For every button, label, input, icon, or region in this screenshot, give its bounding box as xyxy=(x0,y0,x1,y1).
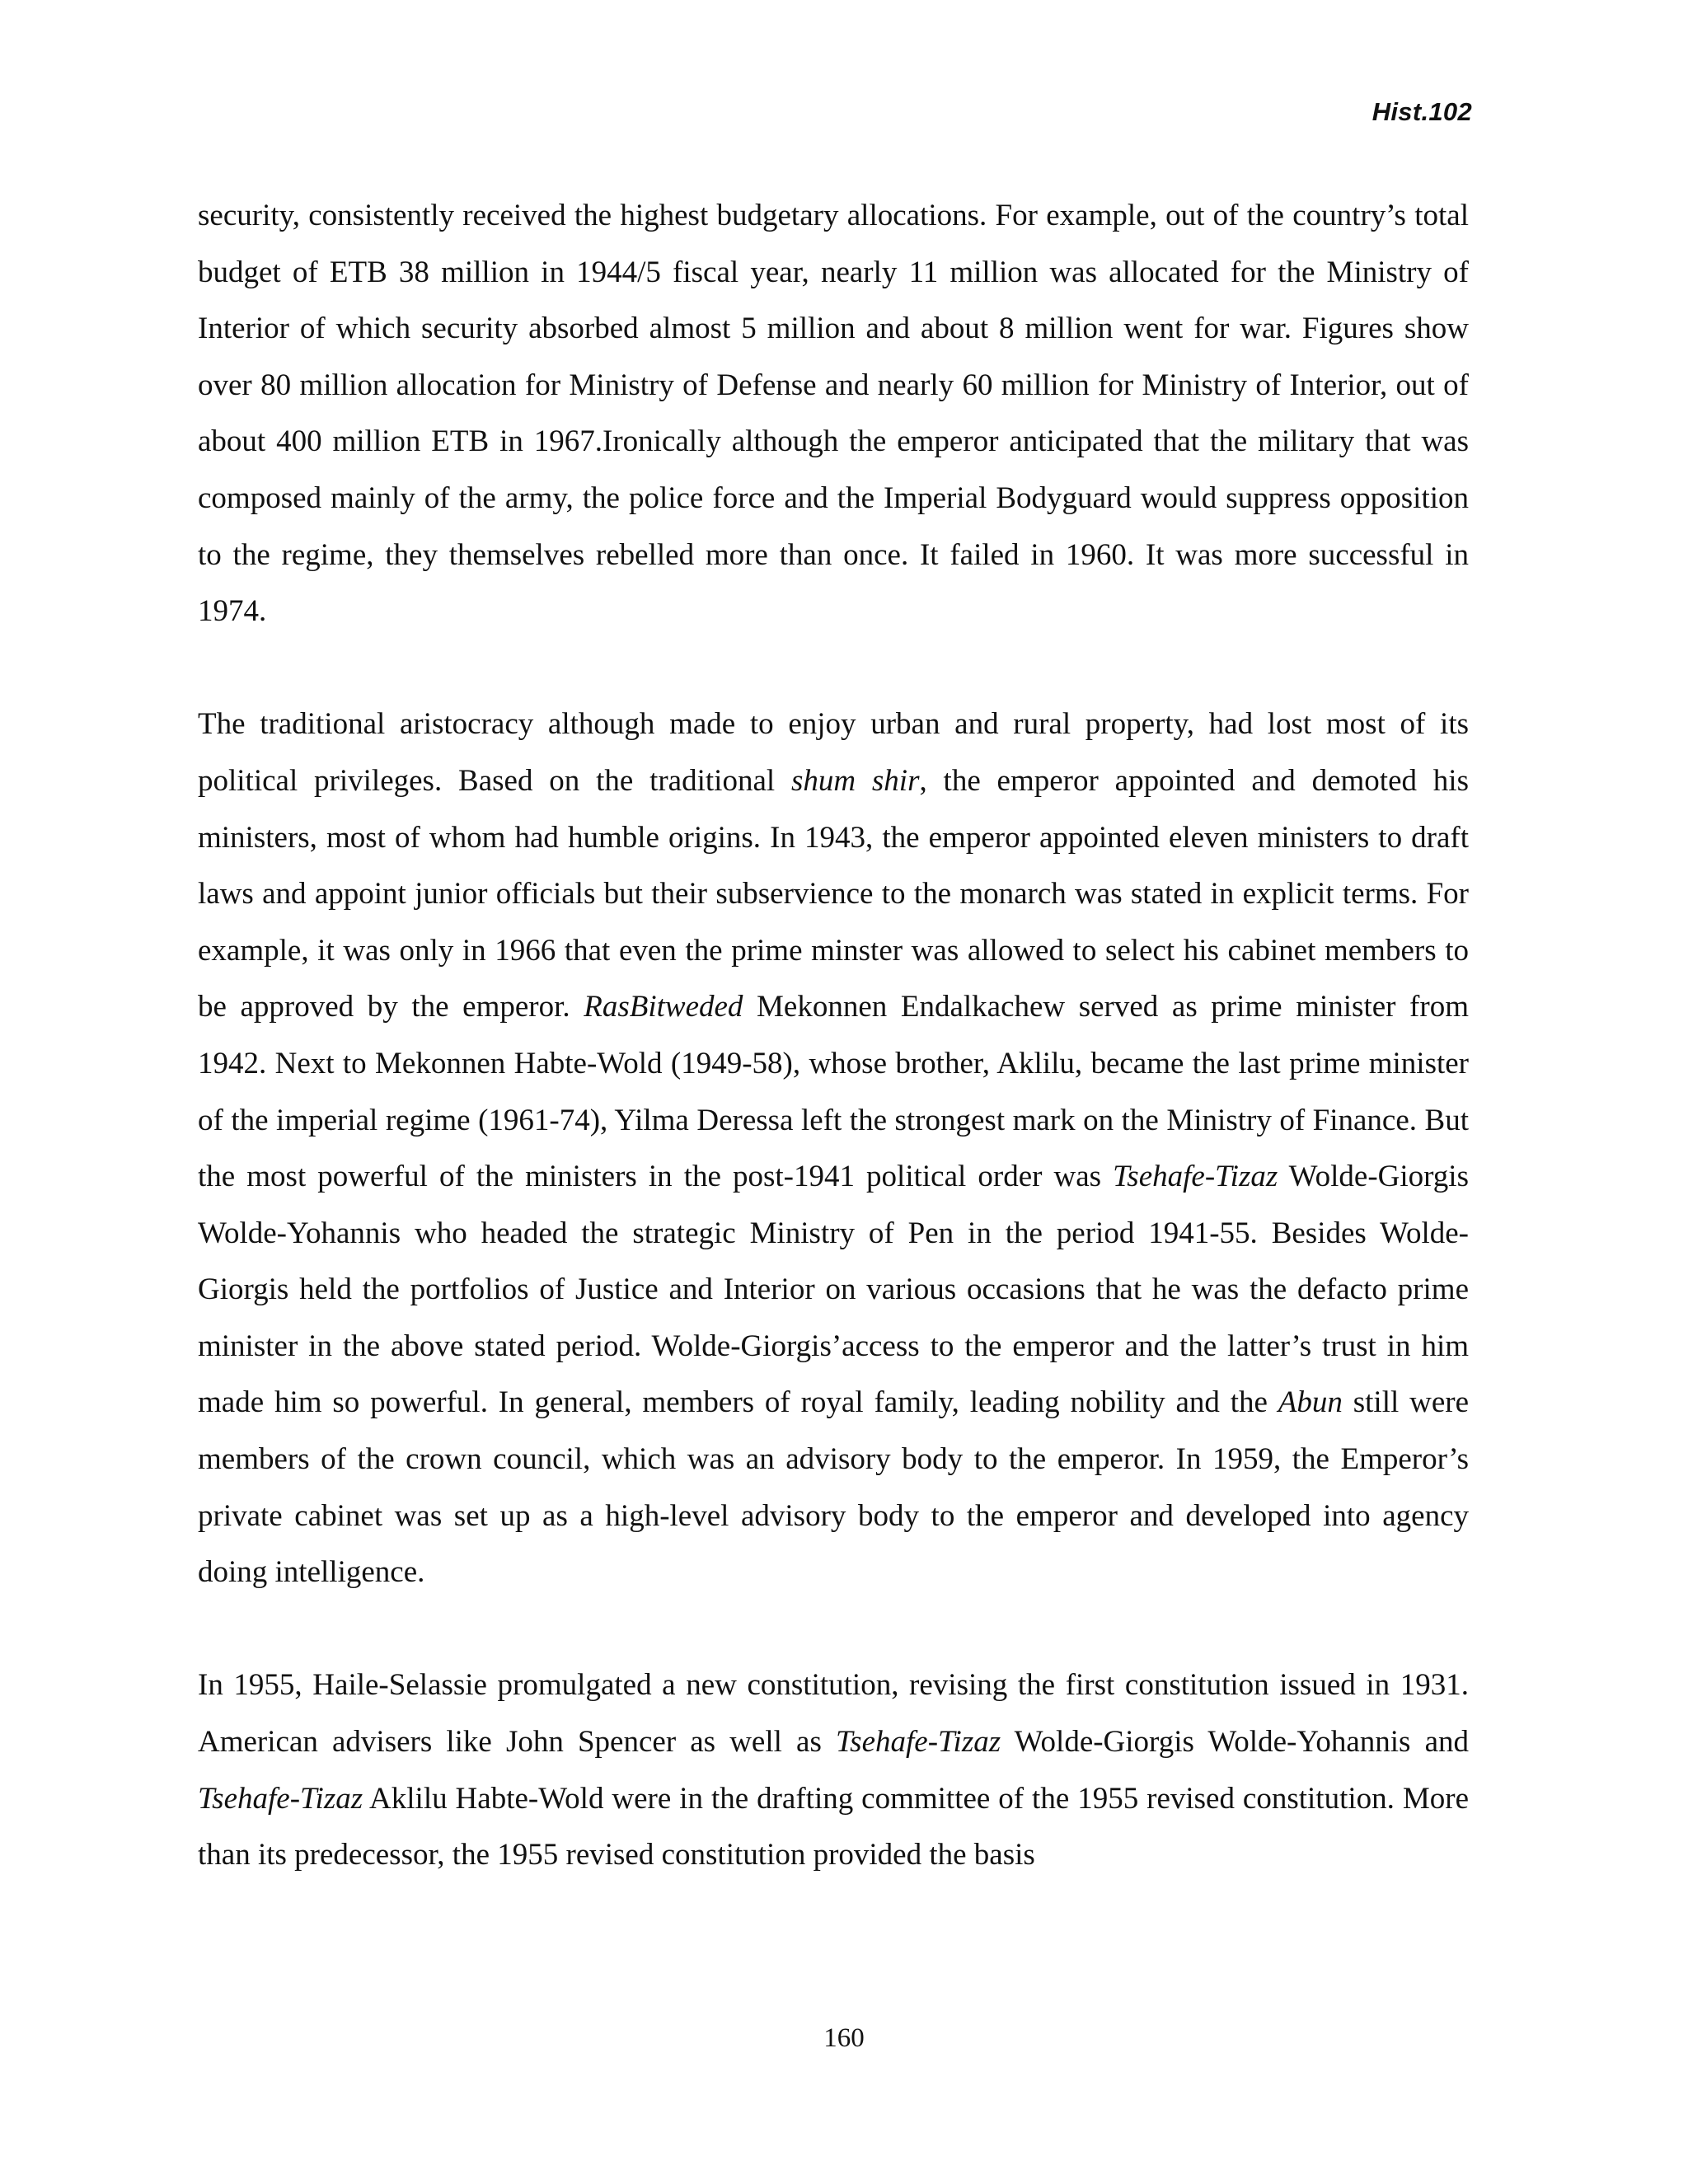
text-run: Mekonnen Endalkachew served as prime minister from 1942. Next to Mekonnen Habte-Wold (1949-58), whose brother, Aklilu, became the last prime minister of the imperial regime (1961-74), Yilma Deressa left the strongest mark on the Ministry of Finance. But the most powerful of the ministers in the post-1941 political order was xyxy=(198,990,1469,1194)
text-run: security, consistently received the highest budgetary allocations. For example, out of the country’s total budget of ETB 38 million in 1944/5 fiscal year, nearly 11 million was allocated for the Ministry of Interior of which security absorbed almost 5 million and about 8 million went for war. Figures show over 80 million allocation for Ministry of Defense and nearly 60 million for Ministry of Interior, out of about 400 million ETB in 1967.Ironically although the emperor anticipated that the military that was composed mainly of the army, the police force and the Imperial Bodyguard would suppress opposition to the regime, they themselves rebelled more than once. It failed in 1960. It was more successful in 1974. xyxy=(198,199,1469,629)
text-run: , the emperor appointed and demoted his ministers, most of whom had humble origins. In 1943, the emperor appointed eleven ministers to draft laws and appoint junior officials but their subservience to the monarch was stated in explicit terms. For example, it was only in 1966 that even the prime minster was allowed to select his cabinet members to be approved by the emperor. xyxy=(198,763,1469,1024)
paragraph xyxy=(198,1657,1469,1883)
text-run: Wolde-Giorgis Wolde-Yohannis who headed the strategic Ministry of Pen in the period 1941-55. Besides Wolde-Giorgis held the portfolios of Justice and Interior on various occasions that he was the defacto prime minister in the above stated period. Wolde-Giorgis’access to the emperor and the latter’s trust in him made him so powerful. In general, members of royal family, leading nobility and the xyxy=(198,1160,1469,1420)
page-number: 160 xyxy=(823,2023,865,2053)
text-run: still were members of the crown council, which was an advisory body to the emperor. In 1959, the Emperor’s private cabinet was set up as a high-level advisory body to the emperor and developed into agency doing intelligence. xyxy=(198,1385,1469,1590)
italic-term: Tsehafe-Tizaz xyxy=(835,1725,1001,1760)
text-run: Aklilu Habte-Wold were in the drafting committee of the 1955 revised constitution. More than its predecessor, the 1955 revised constitution provided the basis xyxy=(198,1781,1469,1872)
body-text xyxy=(198,188,1469,1884)
italic-term: Abun xyxy=(1278,1385,1343,1420)
running-header: Hist.102 xyxy=(1372,97,1472,126)
paragraph xyxy=(198,188,1469,640)
text-run: Wolde-Giorgis Wolde-Yohannis and xyxy=(1001,1725,1469,1760)
text-run: The traditional aristocracy although made to enjoy urban and rural property, had lost most of its political privileges. Based on the traditional xyxy=(198,707,1469,798)
italic-term: Tsehafe-Tizaz xyxy=(1113,1160,1278,1194)
italic-term: RasBitweded xyxy=(584,990,743,1024)
paragraph xyxy=(198,696,1469,1601)
italic-term: Tsehafe-Tizaz xyxy=(198,1781,363,1816)
text-run: In 1955, Haile-Selassie promulgated a new constitution, revising the first constitution issued in 1931. American advisers like John Spencer as well as xyxy=(198,1668,1469,1760)
italic-term: shum shir xyxy=(790,763,920,798)
